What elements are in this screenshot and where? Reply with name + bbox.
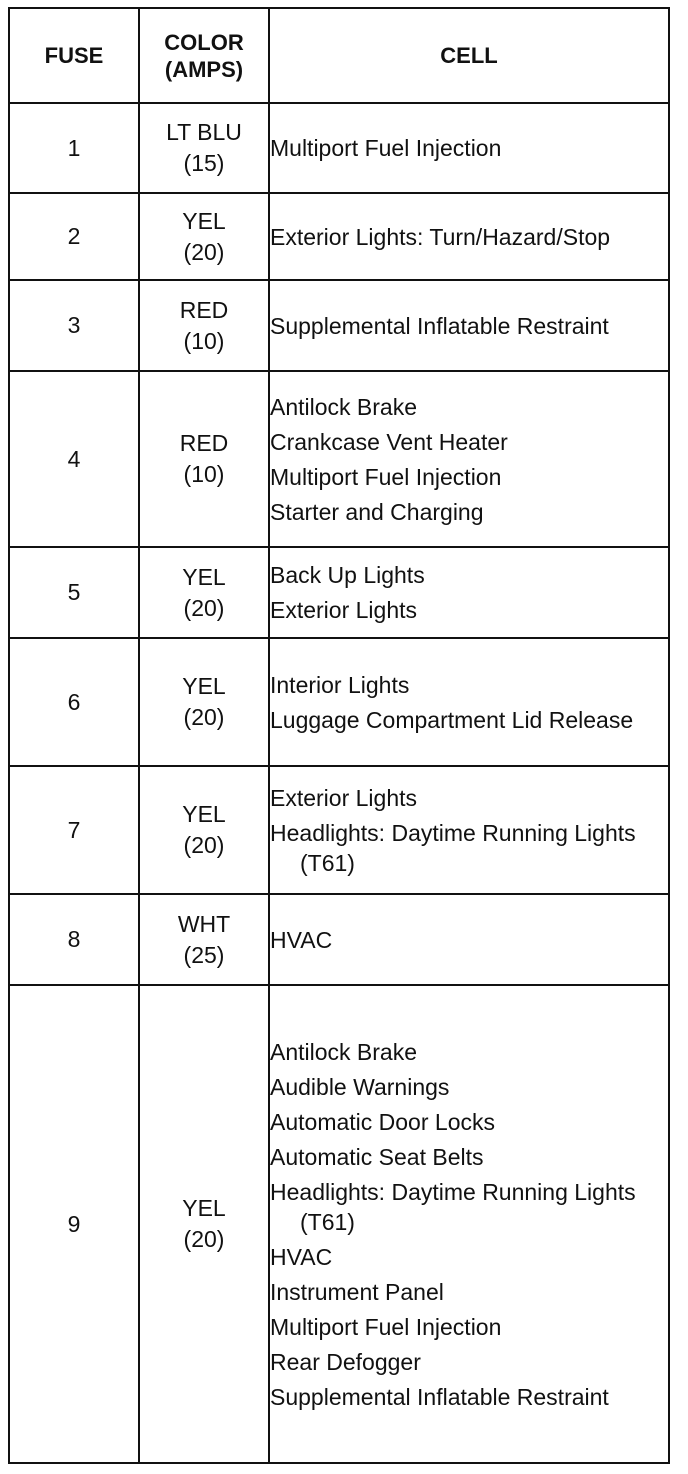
fuse-amps: (20) xyxy=(183,238,225,265)
header-fuse: FUSE xyxy=(9,8,139,103)
fuse-amps: (10) xyxy=(183,461,225,487)
fuse-amps: (20) xyxy=(183,704,225,730)
circuit-item: HVAC xyxy=(270,1243,333,1270)
header-color-amps xyxy=(139,8,269,103)
circuit-item: Automatic Seat Belts xyxy=(270,1143,484,1170)
fuse-color: YEL xyxy=(182,801,226,827)
circuit-item: Antilock Brake xyxy=(270,393,418,420)
circuit-item: Multiport Fuel Injection xyxy=(270,463,502,490)
table-row xyxy=(9,547,669,638)
fuse-number: 5 xyxy=(9,547,139,638)
fuse-amps: (20) xyxy=(183,594,225,621)
circuit-item: Multiport Fuel Injection xyxy=(270,135,502,161)
fuse-number: 8 xyxy=(9,894,139,985)
circuit-item: Supplemental Inflatable Restraint xyxy=(270,1383,609,1410)
circuit-item: HVAC xyxy=(270,926,333,953)
circuit-item: Crankcase Vent Heater xyxy=(270,428,508,455)
header-amps: (AMPS) xyxy=(164,56,244,82)
fuse-number: 1 xyxy=(9,103,139,193)
circuit-item: Exterior Lights xyxy=(270,784,418,811)
fuse-number: 9 xyxy=(9,985,139,1463)
circuit-item: Starter and Charging xyxy=(270,498,484,525)
circuit-item: Back Up Lights xyxy=(270,562,425,588)
fuse-color: YEL xyxy=(182,207,226,234)
circuit-item: Instrument Panel xyxy=(270,1278,444,1305)
table-row xyxy=(9,985,669,1463)
fuse-amps: (25) xyxy=(183,941,225,968)
circuit-item: Luggage Compartment Lid Release xyxy=(270,706,634,733)
fuse-color: WHT xyxy=(177,910,231,937)
fuse-number: 4 xyxy=(9,371,139,547)
table-row xyxy=(9,193,669,280)
fuse-number: 7 xyxy=(9,766,139,894)
fuse-color: YEL xyxy=(182,563,226,590)
circuit-item: Exterior Lights: Turn/Hazard/Stop xyxy=(270,223,611,250)
fuse-circuits xyxy=(269,280,669,371)
circuit-item: Headlights: Daytime Running Lights (T61) xyxy=(270,819,636,876)
fuse-color-amps xyxy=(139,193,269,280)
circuit-item: Automatic Door Locks xyxy=(270,1108,495,1135)
circuit-item: Headlights: Daytime Running Lights (T61) xyxy=(270,1178,636,1235)
fuse-color-amps xyxy=(139,894,269,985)
circuit-item: Multiport Fuel Injection xyxy=(270,1313,502,1340)
fuse-color: YEL xyxy=(182,1195,226,1221)
fuse-color-amps xyxy=(139,280,269,371)
table-row xyxy=(9,894,669,985)
table-row xyxy=(9,280,669,371)
fuse-color-amps xyxy=(139,371,269,547)
fuse-amps: (15) xyxy=(183,150,225,176)
fuse-circuits xyxy=(269,547,669,638)
fuse-color-amps xyxy=(139,766,269,894)
fuse-circuits xyxy=(269,766,669,894)
fuse-color: RED xyxy=(179,296,229,323)
circuit-item: Antilock Brake xyxy=(270,1038,418,1065)
fuse-circuits xyxy=(269,193,669,280)
fuse-amps: (20) xyxy=(183,832,225,858)
table-row xyxy=(9,638,669,766)
fuse-circuits xyxy=(269,638,669,766)
fuse-color: YEL xyxy=(182,673,226,699)
fuse-circuits xyxy=(269,371,669,547)
fuse-color-amps xyxy=(139,547,269,638)
circuit-item: Audible Warnings xyxy=(270,1073,450,1100)
table-row xyxy=(9,103,669,193)
fuse-amps: (20) xyxy=(183,1226,225,1252)
circuit-item: Supplemental Inflatable Restraint xyxy=(270,312,609,339)
fuse-number: 3 xyxy=(9,280,139,371)
circuit-item: Interior Lights xyxy=(270,671,410,698)
table-row xyxy=(9,371,669,547)
fuse-color-amps xyxy=(139,103,269,193)
header-color: COLOR xyxy=(164,29,244,55)
fuse-number: 6 xyxy=(9,638,139,766)
fuse-circuits xyxy=(269,103,669,193)
fuse-amps: (10) xyxy=(183,327,225,354)
fuse-number: 2 xyxy=(9,193,139,280)
fuse-color: RED xyxy=(179,430,229,456)
fuse-color-amps xyxy=(139,638,269,766)
fuse-color: LT BLU xyxy=(166,119,242,145)
fuse-circuits xyxy=(269,985,669,1463)
circuit-item: Exterior Lights xyxy=(270,597,418,623)
table-row xyxy=(9,766,669,894)
fuse-table xyxy=(8,7,670,1464)
fuse-color-amps xyxy=(139,985,269,1463)
circuit-item: Rear Defogger xyxy=(270,1348,421,1375)
header-cell: CELL xyxy=(269,8,669,103)
table-body xyxy=(9,103,669,1463)
table-header xyxy=(9,8,669,103)
fuse-circuits xyxy=(269,894,669,985)
header-row xyxy=(9,8,669,103)
